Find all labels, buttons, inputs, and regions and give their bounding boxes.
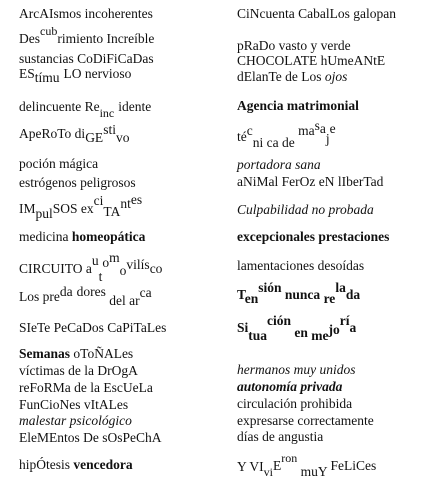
left-line-20: hipÓtesis vencedora	[19, 457, 133, 472]
left-line-16: reFoRMa de la EscUeLa	[19, 380, 153, 395]
right-line-13: Situación en mejoría	[237, 313, 357, 343]
left-line-19: EleMEntos De sOsPeChA	[19, 430, 162, 445]
right-line-5: Agencia matrimonial	[237, 98, 359, 113]
right-line-8: aNiMal FerOz eN lIberTad	[237, 174, 384, 189]
left-line-3: sustancias CoDiFiCaDas	[19, 51, 154, 66]
right-line-7: portadora sana	[237, 157, 321, 172]
left-line-4: EStímu LO nervioso	[19, 66, 132, 85]
right-line-11: lamentaciones desoídas	[237, 258, 365, 273]
left-line-18: malestar psicológico	[19, 413, 132, 428]
right-line-10: excepcionales prestaciones	[237, 229, 390, 244]
left-line-15: víctimas de la DrOgA	[19, 363, 138, 378]
right-line-18: días de angustia	[237, 429, 324, 444]
left-line-6: ApeRoTo diGEstivo	[19, 122, 130, 145]
left-line-9: IMpulSOS exciTAntes	[19, 192, 143, 221]
right-line-19: Y VIviEron muY FeLiCes	[237, 451, 377, 479]
left-line-1: ArcAIsmos incoherentes	[19, 6, 153, 21]
left-line-7: poción mágica	[19, 156, 99, 171]
left-line-10: medicina homeopática	[19, 229, 146, 244]
left-line-8: estrógenos peligrosos	[19, 175, 136, 190]
right-line-12: Tensión nunca relada	[237, 280, 361, 306]
left-line-11: CIRCUITO automovilísco	[19, 250, 163, 284]
right-line-15: autonomía privada	[237, 379, 343, 394]
left-line-12: Los preda dores del arca	[19, 284, 152, 308]
left-line-13: SIeTe PeCaDos CaPiTaLes	[19, 320, 167, 335]
right-line-6: técni ca de masaje	[237, 118, 336, 150]
right-line-1: CiNcuenta CabalLos galopan	[237, 6, 396, 21]
right-line-3: CHOCOLATE hUmeANtE	[237, 53, 386, 68]
right-line-9: Culpabilidad no probada	[237, 202, 374, 217]
left-line-17: FunCioNes vItALes	[19, 397, 129, 412]
left-line-5: delincuente Reinc idente	[19, 99, 152, 120]
right-line-14: hermanos muy unidos	[237, 362, 356, 377]
right-line-4: dElanTe de Los ojos	[237, 69, 348, 84]
right-line-17: expresarse correctamente	[237, 413, 374, 428]
left-line-2: Descubrimiento Increíble	[19, 24, 155, 46]
right-line-16: circulación prohibida	[237, 396, 353, 411]
right-line-2: pRaDo vasto y verde	[237, 38, 351, 53]
left-line-14: Semanas oToÑALes	[19, 346, 134, 361]
